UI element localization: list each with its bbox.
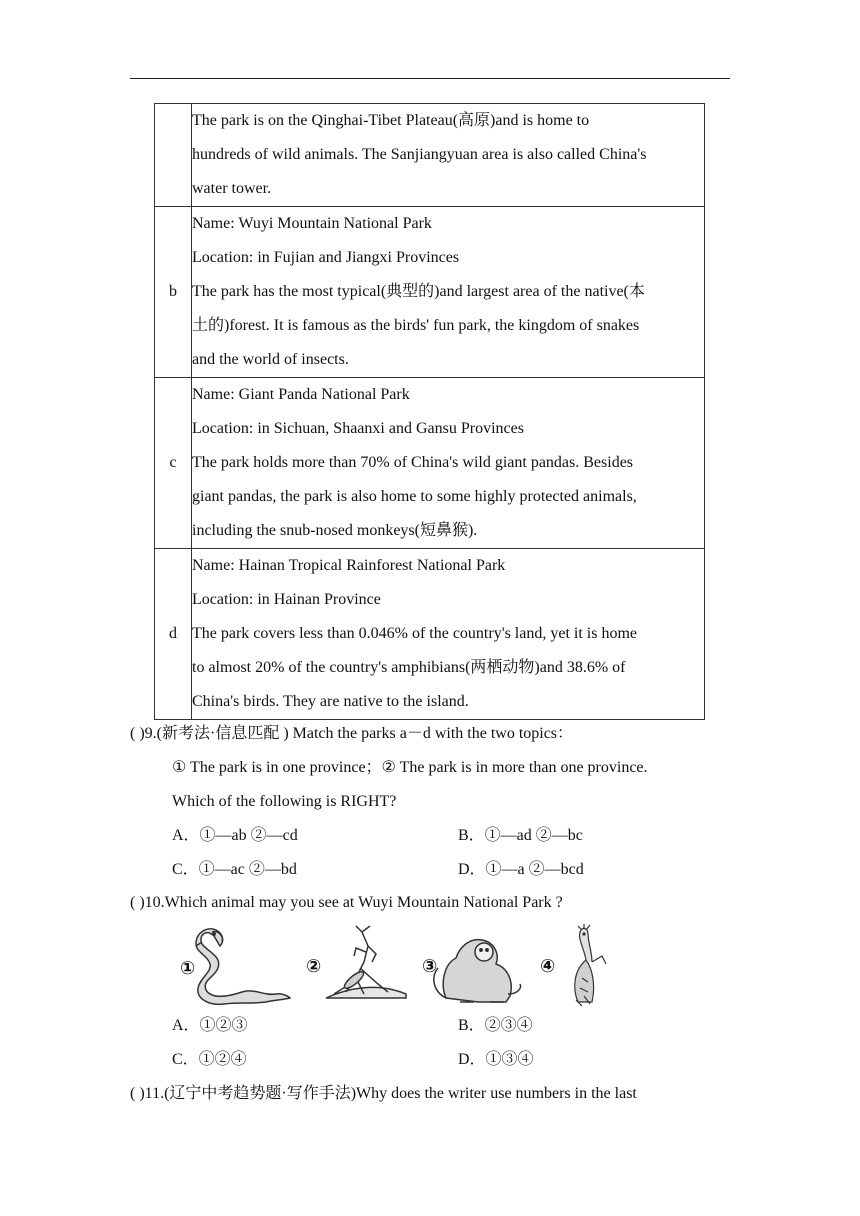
peacock-icon: [575, 924, 606, 1006]
row-content: [192, 104, 705, 207]
table-row: [155, 549, 705, 720]
question-10-stem: ( )10.Which animal may you see at Wuyi Mountain National Park ?: [130, 894, 563, 911]
row-content: [192, 549, 705, 720]
row-letter: [155, 104, 192, 207]
q10-option-b[interactable]: B．②③④: [458, 1017, 533, 1034]
text-line: Location: in Hainan Province: [192, 591, 381, 608]
text-line: Location: in Sichuan, Shaanxi and Gansu Provinces: [192, 420, 524, 437]
monkey-icon: [434, 940, 521, 1002]
text-line: The park covers less than 0.046% of the country's land, yet it is home: [192, 625, 637, 642]
question-9-prompt: Which of the following is RIGHT?: [172, 793, 397, 810]
table-row: [155, 104, 705, 207]
row-letter: b: [155, 207, 192, 378]
q9-option-c[interactable]: C．①—ac ②—bd: [172, 861, 297, 878]
pic-label-4: ④: [540, 956, 556, 977]
text-line: The park has the most typical(典型的)and largest area of the native(本: [192, 283, 645, 300]
question-11-stem: ( )11.(辽宁中考趋势题·写作手法)Why does the writer use numbers in the last: [130, 1085, 637, 1102]
text-line: 土的)forest. It is famous as the birds' fun park, the kingdom of snakes: [192, 317, 640, 334]
snake-icon: [196, 929, 290, 1005]
q10-option-d[interactable]: D．①③④: [458, 1051, 534, 1068]
table-row: [155, 207, 705, 378]
parks-table: [154, 103, 705, 720]
text-line: to almost 20% of the country's amphibians(两栖动物)and 38.6% of: [192, 659, 626, 676]
row-letter: c: [155, 378, 192, 549]
question-9-topics: ① The park is in one province；② The park is in more than one province.: [172, 759, 648, 776]
text-line: Name: Hainan Tropical Rainforest National Park: [192, 557, 506, 574]
row-letter: d: [155, 549, 192, 720]
text-line: and the world of insects.: [192, 351, 349, 368]
q10-option-a[interactable]: A．①②③: [172, 1017, 248, 1034]
row-content: [192, 378, 705, 549]
text-line: hundreds of wild animals. The Sanjiangyuan area is also called China's: [192, 146, 647, 163]
text-line: China's birds. They are native to the island.: [192, 693, 469, 710]
mantis-icon: [326, 926, 406, 998]
text-line: water tower.: [192, 180, 272, 197]
pic-label-3: ③: [422, 956, 438, 977]
header-rule: [130, 78, 730, 79]
animal-pictures: [178, 922, 618, 1008]
row-content: [192, 207, 705, 378]
q9-option-d[interactable]: D．①—a ②—bcd: [458, 861, 584, 878]
text-line: Name: Wuyi Mountain National Park: [192, 215, 432, 232]
table-row: [155, 378, 705, 549]
text-line: Name: Giant Panda National Park: [192, 386, 410, 403]
text-line: Location: in Fujian and Jiangxi Provinces: [192, 249, 460, 266]
q10-option-c[interactable]: C．①②④: [172, 1051, 247, 1068]
pic-label-2: ②: [306, 956, 322, 977]
text-line: giant pandas, the park is also home to some highly protected animals,: [192, 488, 637, 505]
text-line: The park is on the Qinghai-Tibet Plateau(高原)and is home to: [192, 112, 590, 129]
q9-option-b[interactable]: B．①—ad ②—bc: [458, 827, 583, 844]
q9-option-a[interactable]: A．①—ab ②—cd: [172, 827, 298, 844]
text-line: The park holds more than 70% of China's wild giant pandas. Besides: [192, 454, 634, 471]
pic-label-1: ①: [180, 958, 196, 979]
question-9-stem: ( )9.(新考法·信息匹配 ) Match the parks a－d with the two topics：: [130, 725, 574, 742]
text-line: including the snub-nosed monkeys(短鼻猴).: [192, 522, 478, 539]
